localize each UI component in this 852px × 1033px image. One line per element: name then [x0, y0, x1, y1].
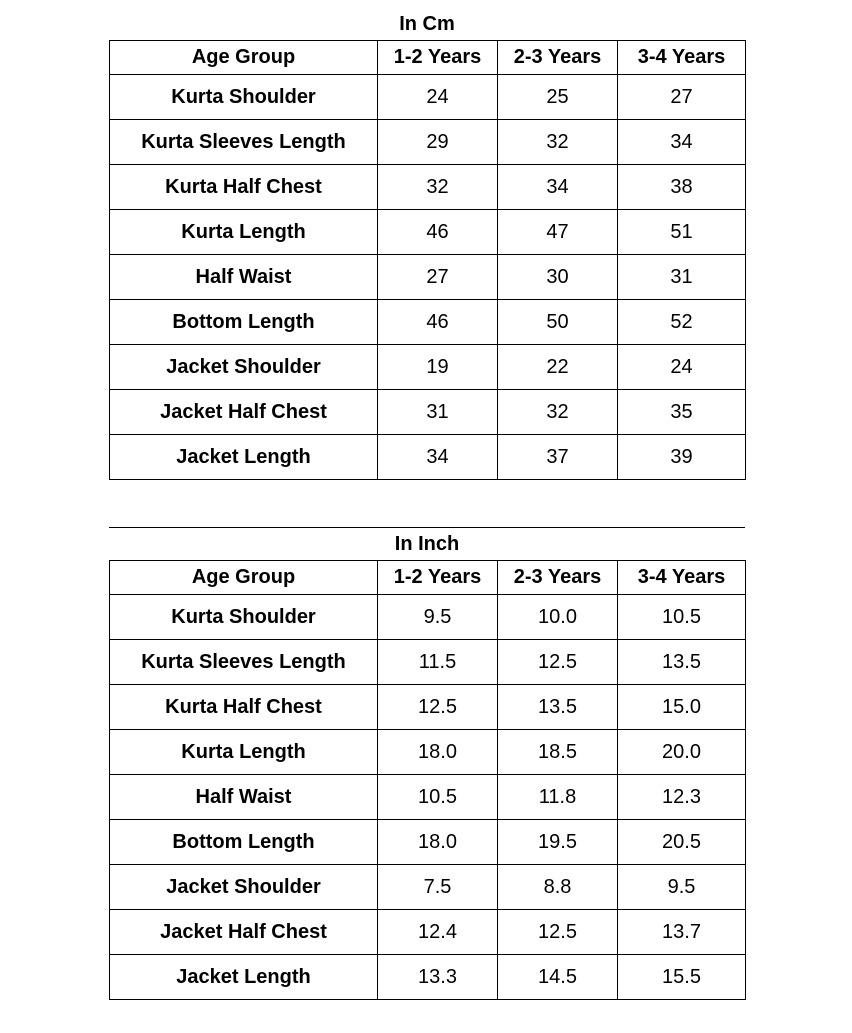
cell-value: 11.8 — [498, 775, 618, 820]
table-row — [110, 640, 746, 685]
table-row — [110, 955, 746, 1000]
table-row — [110, 165, 746, 210]
cell-value: 47 — [498, 210, 618, 255]
header-row — [110, 561, 746, 595]
cell-value: 32 — [498, 120, 618, 165]
cell-value: 34 — [498, 165, 618, 210]
cell-value: 12.5 — [378, 685, 498, 730]
cell-value: 15.0 — [618, 685, 746, 730]
row-label: Half Waist — [110, 775, 378, 820]
cell-value: 13.5 — [498, 685, 618, 730]
cell-value: 11.5 — [378, 640, 498, 685]
table-row — [110, 435, 746, 480]
cell-value: 22 — [498, 345, 618, 390]
cell-value: 50 — [498, 300, 618, 345]
header-1-2-years: 1-2 Years — [378, 561, 498, 595]
size-table-inch — [109, 527, 745, 1000]
table-caption: In Inch — [109, 527, 745, 560]
cell-value: 31 — [618, 255, 746, 300]
header-1-2-years: 1-2 Years — [378, 41, 498, 75]
cell-value: 18.0 — [378, 730, 498, 775]
cell-value: 12.4 — [378, 910, 498, 955]
table-row — [110, 820, 746, 865]
row-label: Jacket Half Chest — [110, 910, 378, 955]
row-label: Kurta Shoulder — [110, 595, 378, 640]
row-label: Bottom Length — [110, 300, 378, 345]
row-label: Jacket Length — [110, 955, 378, 1000]
cell-value: 39 — [618, 435, 746, 480]
cell-value: 10.5 — [618, 595, 746, 640]
table-row — [110, 775, 746, 820]
cell-value: 32 — [498, 390, 618, 435]
cell-value: 8.8 — [498, 865, 618, 910]
table-row — [110, 210, 746, 255]
table-row — [110, 300, 746, 345]
header-age-group: Age Group — [110, 561, 378, 595]
row-label: Half Waist — [110, 255, 378, 300]
cell-value: 12.3 — [618, 775, 746, 820]
row-label: Kurta Half Chest — [110, 165, 378, 210]
row-label: Jacket Shoulder — [110, 345, 378, 390]
cell-value: 27 — [378, 255, 498, 300]
row-label: Kurta Length — [110, 210, 378, 255]
row-label: Bottom Length — [110, 820, 378, 865]
table-caption: In Cm — [399, 13, 455, 35]
table-row — [110, 730, 746, 775]
row-label: Kurta Sleeves Length — [110, 640, 378, 685]
cell-value: 15.5 — [618, 955, 746, 1000]
cell-value: 32 — [378, 165, 498, 210]
cell-value: 13.5 — [618, 640, 746, 685]
cell-value: 12.5 — [498, 910, 618, 955]
cell-value: 34 — [378, 435, 498, 480]
cell-value: 10.5 — [378, 775, 498, 820]
cell-value: 51 — [618, 210, 746, 255]
cell-value: 37 — [498, 435, 618, 480]
row-label: Kurta Length — [110, 730, 378, 775]
cell-value: 12.5 — [498, 640, 618, 685]
row-label: Jacket Half Chest — [110, 390, 378, 435]
cell-value: 14.5 — [498, 955, 618, 1000]
header-3-4-years: 3-4 Years — [618, 41, 746, 75]
table-row — [110, 865, 746, 910]
table-row — [110, 390, 746, 435]
cell-value: 9.5 — [378, 595, 498, 640]
table-row — [110, 75, 746, 120]
cell-value: 38 — [618, 165, 746, 210]
row-label: Kurta Shoulder — [110, 75, 378, 120]
cell-value: 30 — [498, 255, 618, 300]
header-2-3-years: 2-3 Years — [498, 41, 618, 75]
cell-value: 24 — [618, 345, 746, 390]
size-chart-table — [109, 560, 746, 1000]
row-label: Jacket Length — [110, 435, 378, 480]
header-2-3-years: 2-3 Years — [498, 561, 618, 595]
row-label: Jacket Shoulder — [110, 865, 378, 910]
cell-value: 19 — [378, 345, 498, 390]
cell-value: 46 — [378, 300, 498, 345]
cell-value: 20.0 — [618, 730, 746, 775]
table-row — [110, 120, 746, 165]
cell-value: 19.5 — [498, 820, 618, 865]
size-chart-table — [109, 40, 746, 480]
cell-value: 52 — [618, 300, 746, 345]
table-row — [110, 685, 746, 730]
header-row — [110, 41, 746, 75]
cell-value: 18.0 — [378, 820, 498, 865]
cell-value: 29 — [378, 120, 498, 165]
table-row — [110, 255, 746, 300]
row-label: Kurta Sleeves Length — [110, 120, 378, 165]
header-3-4-years: 3-4 Years — [618, 561, 746, 595]
row-label: Kurta Half Chest — [110, 685, 378, 730]
table-row — [110, 345, 746, 390]
table-row — [110, 910, 746, 955]
header-age-group: Age Group — [110, 41, 378, 75]
cell-value: 18.5 — [498, 730, 618, 775]
cell-value: 13.3 — [378, 955, 498, 1000]
table-row — [110, 595, 746, 640]
cell-value: 25 — [498, 75, 618, 120]
size-table-cm — [109, 8, 745, 480]
cell-value: 34 — [618, 120, 746, 165]
cell-value: 13.7 — [618, 910, 746, 955]
cell-value: 7.5 — [378, 865, 498, 910]
cell-value: 46 — [378, 210, 498, 255]
cell-value: 35 — [618, 390, 746, 435]
cell-value: 27 — [618, 75, 746, 120]
cell-value: 31 — [378, 390, 498, 435]
cell-value: 9.5 — [618, 865, 746, 910]
cell-value: 24 — [378, 75, 498, 120]
cell-value: 20.5 — [618, 820, 746, 865]
cell-value: 10.0 — [498, 595, 618, 640]
